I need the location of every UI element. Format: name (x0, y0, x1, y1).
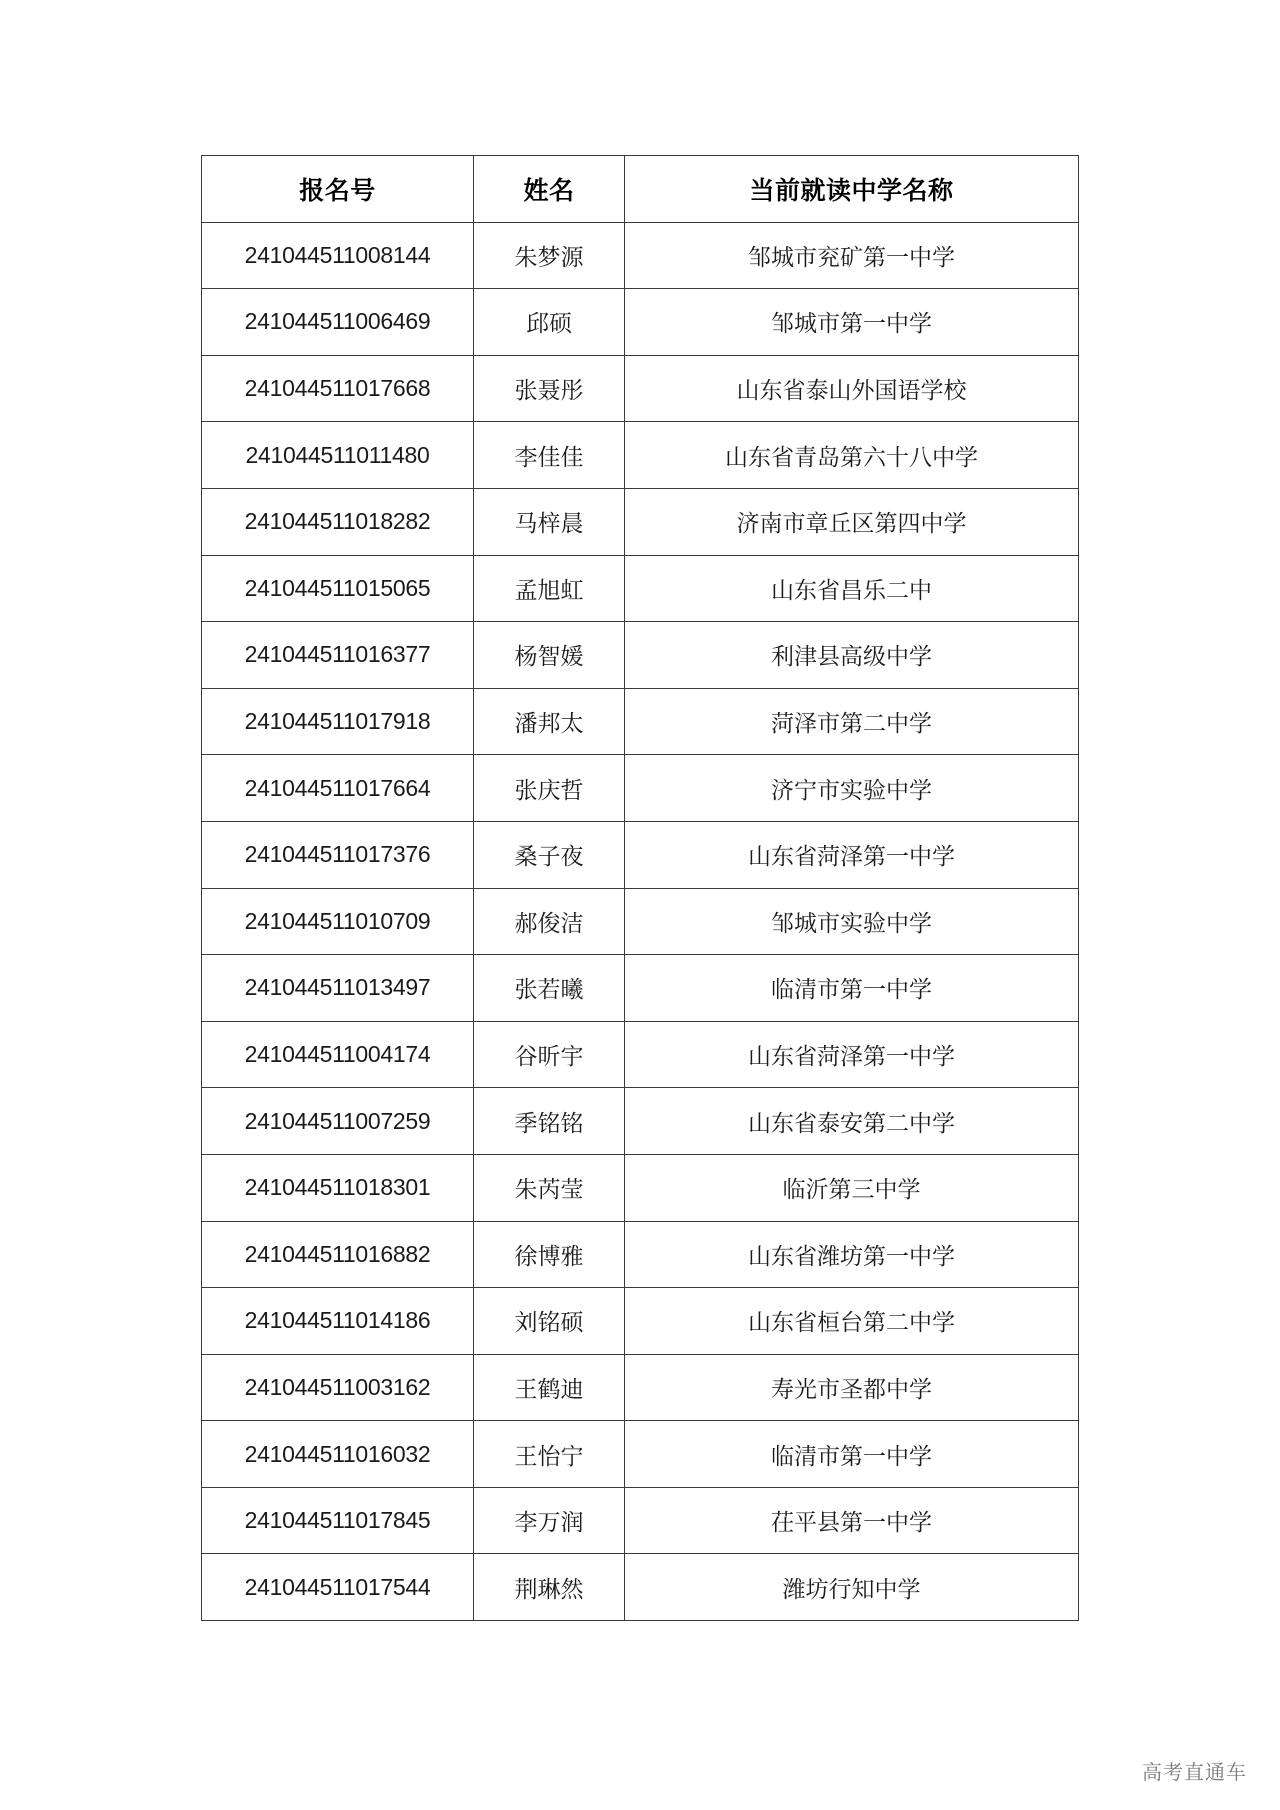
registration-number: 241044511016032 (202, 1421, 474, 1488)
student-name: 王怡宁 (474, 1421, 625, 1488)
school-name: 临清市第一中学 (625, 955, 1079, 1022)
school-name: 茌平县第一中学 (625, 1487, 1079, 1554)
school-name: 济宁市实验中学 (625, 755, 1079, 822)
watermark-text: 高考直通车 (1142, 1762, 1247, 1784)
school-name: 山东省菏泽第一中学 (625, 1021, 1079, 1088)
student-name: 杨智媛 (474, 622, 625, 689)
student-name: 徐博雅 (474, 1221, 625, 1288)
registration-number: 241044511017376 (202, 821, 474, 888)
table-row (202, 1288, 1079, 1355)
student-name: 邱硕 (474, 289, 625, 356)
registration-number: 241044511016377 (202, 622, 474, 689)
registration-number: 241044511017918 (202, 688, 474, 755)
school-name: 山东省昌乐二中 (625, 555, 1079, 622)
registration-number: 241044511014186 (202, 1288, 474, 1355)
registration-number: 241044511010709 (202, 888, 474, 955)
school-name: 济南市章丘区第四中学 (625, 488, 1079, 555)
table-row (202, 1021, 1079, 1088)
registration-number: 241044511017845 (202, 1487, 474, 1554)
table-row (202, 1221, 1079, 1288)
student-name: 刘铭硕 (474, 1288, 625, 1355)
table-row (202, 622, 1079, 689)
student-name: 孟旭虹 (474, 555, 625, 622)
school-name: 潍坊行知中学 (625, 1554, 1079, 1621)
table-row (202, 755, 1079, 822)
school-name: 临沂第三中学 (625, 1154, 1079, 1221)
header-name: 姓名 (474, 156, 625, 223)
student-name: 荆琳然 (474, 1554, 625, 1621)
student-name: 张若曦 (474, 955, 625, 1022)
registration-number: 241044511017668 (202, 355, 474, 422)
school-name: 菏泽市第二中学 (625, 688, 1079, 755)
school-name: 利津县高级中学 (625, 622, 1079, 689)
table-row (202, 422, 1079, 489)
table-header-row (202, 156, 1079, 223)
student-name: 季铭铭 (474, 1088, 625, 1155)
student-name: 李万润 (474, 1487, 625, 1554)
table-row (202, 821, 1079, 888)
student-name: 潘邦太 (474, 688, 625, 755)
registration-number: 241044511011480 (202, 422, 474, 489)
registration-number: 241044511007259 (202, 1088, 474, 1155)
registration-number: 241044511008144 (202, 222, 474, 289)
table-row (202, 888, 1079, 955)
school-name: 邹城市第一中学 (625, 289, 1079, 356)
student-name: 李佳佳 (474, 422, 625, 489)
registration-number: 241044511018301 (202, 1154, 474, 1221)
table-row (202, 1354, 1079, 1421)
student-name: 桑子夜 (474, 821, 625, 888)
school-name: 山东省菏泽第一中学 (625, 821, 1079, 888)
student-name: 王鹤迪 (474, 1354, 625, 1421)
registration-number: 241044511003162 (202, 1354, 474, 1421)
header-registration-number: 报名号 (202, 156, 474, 223)
school-name: 山东省青岛第六十八中学 (625, 422, 1079, 489)
school-name: 山东省桓台第二中学 (625, 1288, 1079, 1355)
table-row (202, 688, 1079, 755)
student-name: 郝俊洁 (474, 888, 625, 955)
school-name: 邹城市兖矿第一中学 (625, 222, 1079, 289)
school-name: 山东省泰安第二中学 (625, 1088, 1079, 1155)
student-name: 朱梦源 (474, 222, 625, 289)
table-row (202, 1421, 1079, 1488)
header-current-school: 当前就读中学名称 (625, 156, 1079, 223)
table-row (202, 1088, 1079, 1155)
student-name: 谷昕宇 (474, 1021, 625, 1088)
school-name: 山东省潍坊第一中学 (625, 1221, 1079, 1288)
table-row (202, 222, 1079, 289)
registration-number: 241044511004174 (202, 1021, 474, 1088)
school-name: 寿光市圣都中学 (625, 1354, 1079, 1421)
registration-number: 241044511018282 (202, 488, 474, 555)
school-name: 山东省泰山外国语学校 (625, 355, 1079, 422)
registration-number: 241044511017544 (202, 1554, 474, 1621)
table-row (202, 955, 1079, 1022)
table-row (202, 1554, 1079, 1621)
table-row (202, 1487, 1079, 1554)
student-name: 马梓晨 (474, 488, 625, 555)
student-name: 张聂彤 (474, 355, 625, 422)
registration-number: 241044511015065 (202, 555, 474, 622)
student-name: 张庆哲 (474, 755, 625, 822)
table-row (202, 1154, 1079, 1221)
table-row (202, 355, 1079, 422)
school-name: 临清市第一中学 (625, 1421, 1079, 1488)
student-name: 朱芮莹 (474, 1154, 625, 1221)
registration-number: 241044511013497 (202, 955, 474, 1022)
student-roster-table (201, 155, 1079, 1621)
registration-number: 241044511017664 (202, 755, 474, 822)
registration-number: 241044511006469 (202, 289, 474, 356)
table-row (202, 289, 1079, 356)
registration-number: 241044511016882 (202, 1221, 474, 1288)
table-row (202, 555, 1079, 622)
school-name: 邹城市实验中学 (625, 888, 1079, 955)
table-row (202, 488, 1079, 555)
